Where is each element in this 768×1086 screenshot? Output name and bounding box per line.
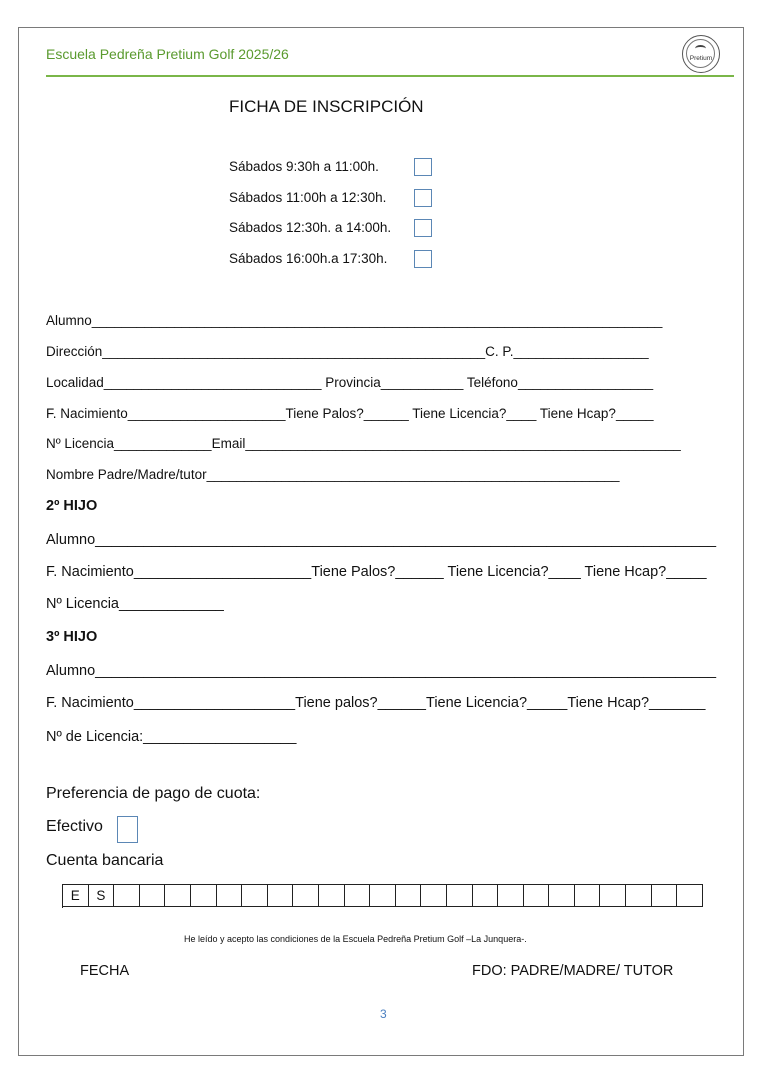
iban-cell[interactable] bbox=[524, 885, 550, 907]
iban-cell[interactable] bbox=[165, 885, 191, 907]
header-divider bbox=[46, 75, 734, 77]
logo-text: Pretium bbox=[689, 55, 713, 62]
iban-cell[interactable] bbox=[626, 885, 652, 907]
iban-cell[interactable] bbox=[242, 885, 268, 907]
iban-cell[interactable] bbox=[652, 885, 678, 907]
header-title: Escuela Pedreña Pretium Golf 2025/26 bbox=[46, 46, 289, 62]
iban-cell[interactable] bbox=[421, 885, 447, 907]
iban-cell[interactable] bbox=[677, 885, 703, 907]
iban-cell[interactable] bbox=[140, 885, 166, 907]
iban-cell[interactable] bbox=[473, 885, 499, 907]
alumno-field[interactable]: Alumno____________________________________________________________________________ bbox=[46, 313, 663, 328]
iban-cell[interactable] bbox=[370, 885, 396, 907]
logo-emblem-icon bbox=[695, 45, 706, 52]
iban-cell[interactable] bbox=[114, 885, 140, 907]
third-child-heading: 3º HIJO bbox=[46, 629, 98, 645]
signature-label: FDO: PADRE/MADRE/ TUTOR bbox=[472, 963, 674, 979]
schedule-checkbox-3[interactable] bbox=[414, 219, 432, 237]
schedule-label-4: Sábados 16:00h.a 17:30h. bbox=[229, 251, 388, 266]
school-logo bbox=[682, 35, 720, 73]
third-child-alumno-field[interactable]: Alumno_____________________________________________________________________________ bbox=[46, 663, 717, 679]
payment-heading: Preferencia de pago de cuota: bbox=[46, 785, 261, 802]
second-child-licencia-field[interactable]: Nº Licencia_____________ bbox=[46, 596, 224, 612]
nacimiento-field[interactable]: F. Nacimiento_____________________Tiene Palos?______ Tiene Licencia?____ Tiene Hcap?_____ bbox=[46, 406, 654, 421]
logo-ring bbox=[686, 39, 715, 68]
iban-grid[interactable] bbox=[62, 884, 703, 908]
schedule-label-1: Sábados 9:30h a 11:00h. bbox=[229, 159, 379, 174]
iban-cell[interactable]: E bbox=[63, 885, 89, 907]
schedule-checkbox-2[interactable] bbox=[414, 189, 432, 207]
iban-cell[interactable] bbox=[268, 885, 294, 907]
iban-cell[interactable] bbox=[396, 885, 422, 907]
tutor-field[interactable]: Nombre Padre/Madre/tutor_______________________________________________________ bbox=[46, 467, 620, 482]
third-child-nacimiento-field[interactable]: F. Nacimiento____________________Tiene palos?______Tiene Licencia?_____Tiene Hcap?_______ bbox=[46, 695, 706, 711]
iban-cell[interactable]: S bbox=[89, 885, 115, 907]
localidad-field[interactable]: Localidad_____________________________ Provincia___________ Teléfono__________________ bbox=[46, 375, 654, 390]
second-child-heading: 2º HIJO bbox=[46, 498, 98, 514]
schedule-label-2: Sábados 11:00h a 12:30h. bbox=[229, 190, 387, 205]
iban-cell[interactable] bbox=[447, 885, 473, 907]
bank-account-label: Cuenta bancaria bbox=[46, 852, 164, 869]
third-child-licencia-field[interactable]: Nº de Licencia:___________________ bbox=[46, 729, 297, 745]
second-child-alumno-field[interactable]: Alumno_____________________________________________________________________________ bbox=[46, 532, 717, 548]
acceptance-text: He leído y acepto las condiciones de la Escuela Pedreña Pretium Golf –La Junquera-. bbox=[184, 934, 527, 944]
cash-checkbox[interactable] bbox=[117, 816, 138, 843]
licencia-email-field[interactable]: Nº Licencia_____________Email__________________________________________________________ bbox=[46, 436, 681, 451]
schedule-label-3: Sábados 12:30h. a 14:00h. bbox=[229, 220, 392, 235]
iban-cell[interactable] bbox=[293, 885, 319, 907]
iban-cell[interactable] bbox=[600, 885, 626, 907]
form-title: FICHA DE INSCRIPCIÓN bbox=[229, 97, 424, 116]
iban-cell[interactable] bbox=[319, 885, 345, 907]
iban-cell[interactable] bbox=[549, 885, 575, 907]
second-child-nacimiento-field[interactable]: F. Nacimiento______________________Tiene Palos?______ Tiene Licencia?____ Tiene Hcap?_____ bbox=[46, 564, 707, 580]
direccion-field[interactable]: Dirección___________________________________________________C. P.__________________ bbox=[46, 344, 649, 359]
fecha-label: FECHA bbox=[80, 963, 130, 979]
iban-cell[interactable] bbox=[217, 885, 243, 907]
cash-label: Efectivo bbox=[46, 818, 103, 835]
iban-cell[interactable] bbox=[191, 885, 217, 907]
schedule-checkbox-1[interactable] bbox=[414, 158, 432, 176]
iban-cell[interactable] bbox=[345, 885, 371, 907]
iban-cell[interactable] bbox=[498, 885, 524, 907]
iban-cell[interactable] bbox=[575, 885, 601, 907]
schedule-checkbox-4[interactable] bbox=[414, 250, 432, 268]
page-number: 3 bbox=[380, 1007, 387, 1021]
